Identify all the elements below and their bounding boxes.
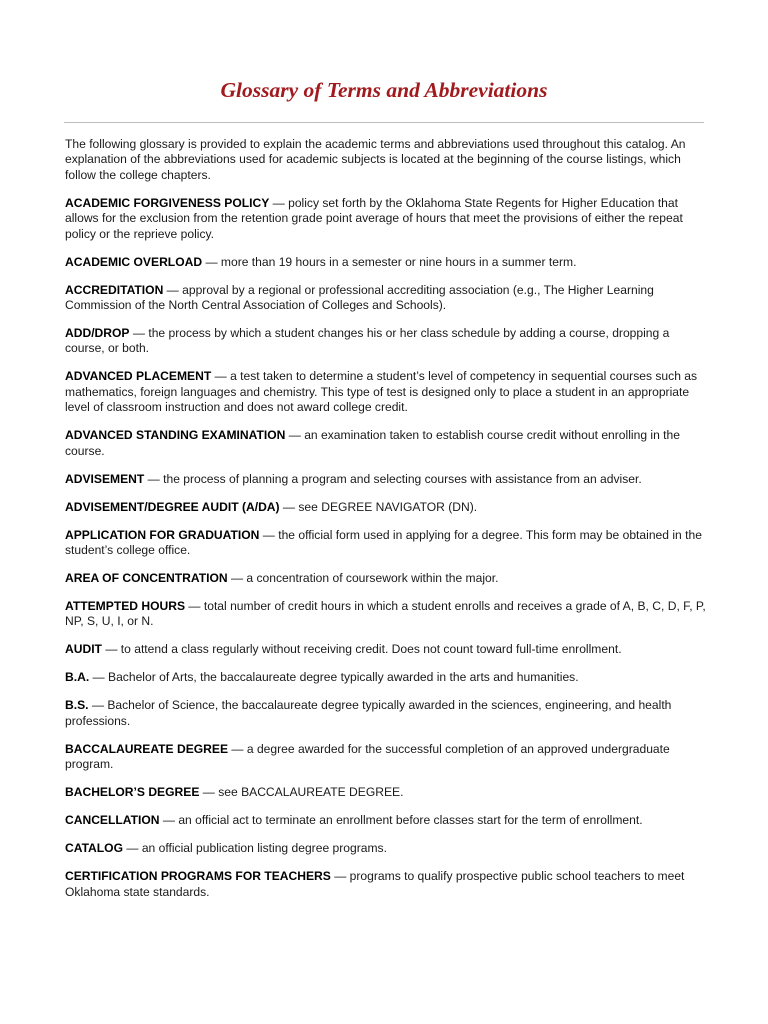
glossary-entry [65,571,707,586]
glossary-entry [65,785,707,800]
glossary-entry [65,472,707,487]
glossary-term: CERTIFICATION PROGRAMS FOR TEACHERS [65,869,331,884]
glossary-entry [65,698,707,729]
glossary-definition: — more than 19 hours in a semester or nine hours in a summer term. [202,254,577,269]
glossary-entry [65,500,707,515]
glossary-definition: — a degree awarded for the successful completion of an approved undergraduate program. [65,741,670,772]
glossary-term: AUDIT [65,642,102,657]
page-title: Glossary of Terms and Abbreviations [220,78,548,102]
glossary-term: BACHELOR’S DEGREE [65,785,200,800]
intro-paragraph: The following glossary is provided to explain the academic terms and abbreviations used throughout this catalog. An explanation of the abbreviations used for academic subjects is located at the beginning of the course listings, which follow the college chapters. [65,137,686,182]
glossary-definition: — Bachelor of Science, the baccalaureate degree typically awarded in the sciences, engineering, and health professions. [65,698,672,728]
glossary-definition: — total number of credit hours in which a student enrolls and receives a grade of A, B, C, D, F, P, NP, S, U, I, or N. [65,599,706,629]
glossary-definition: — an examination taken to establish course credit without enrolling in the course. [65,428,680,458]
glossary-term: ADVANCED STANDING EXAMINATION [65,428,286,443]
glossary-entry [65,869,707,900]
glossary-term: ATTEMPTED HOURS [65,599,186,614]
glossary-definition: — the process of planning a program and selecting courses with assistance from an adviser. [144,471,642,486]
glossary-definition: — see DEGREE NAVIGATOR (DN). [279,499,478,514]
glossary-term: ACADEMIC OVERLOAD [65,254,203,269]
glossary-entry [65,841,707,856]
glossary-definition: — approval by a regional or professional accrediting association (e.g., The Higher Learning Commission of the North Central Association of Colleges and Schools). [65,282,654,313]
glossary-term: ADVISEMENT/DEGREE AUDIT (A/DA) [65,499,280,514]
glossary-term: APPLICATION FOR GRADUATION [65,527,260,542]
glossary-definition: — see BACCALAUREATE DEGREE. [199,785,404,800]
glossary-definition: — an official act to terminate an enrollment before classes start for the term of enrollment. [159,813,643,828]
glossary-term: ADVISEMENT [65,471,145,486]
glossary-entry [65,283,707,314]
glossary-term: B.A. [65,670,90,685]
glossary-entry [65,599,707,630]
glossary-entry [65,326,707,357]
glossary-entries [65,196,707,900]
glossary-definition: — a concentration of coursework within the major. [227,571,499,586]
glossary-entry [65,196,707,242]
glossary-definition: — the official form used in applying for a degree. This form may be obtained in the student’s college office. [65,527,702,558]
glossary-entry [65,255,707,270]
glossary-definition: — the process by which a student changes his or her class schedule by adding a course, dropping a course, or both. [65,326,670,356]
glossary-entry [65,742,707,773]
title-divider [64,122,704,123]
glossary-term: ACADEMIC FORGIVENESS POLICY [65,195,270,210]
glossary-term: CANCELLATION [65,813,160,828]
glossary-definition: — a test taken to determine a student’s level of competency in sequential courses such as mathematics, foreign languages and chemistry. This type of test is designed only to place a student in an appropriate level of classroom instruction and does not award college credit. [65,369,698,415]
glossary-term: AREA OF CONCENTRATION [65,571,228,586]
glossary-entry [65,670,707,685]
glossary-term: ACCREDITATION [65,282,164,297]
glossary-definition: — to attend a class regularly without receiving credit. Does not count toward full-time enrollment. [101,642,622,657]
glossary-entry [65,369,707,415]
glossary-definition: — an official publication listing degree programs. [123,841,387,856]
glossary-term: B.S. [65,698,89,713]
glossary-term: CATALOG [65,841,123,856]
glossary-body [65,137,707,913]
glossary-entry [65,428,707,459]
glossary-entry [65,813,707,828]
glossary-entry [65,642,707,657]
glossary-entry [65,528,707,559]
glossary-term: BACCALAUREATE DEGREE [65,741,229,756]
glossary-definition: — Bachelor of Arts, the baccalaureate degree typically awarded in the arts and humanities. [89,670,579,685]
glossary-definition: — programs to qualify prospective public school teachers to meet Oklahoma state standards. [65,869,685,899]
glossary-definition: — policy set forth by the Oklahoma State Regents for Higher Education that allows for the exclusion from the retention grade point average of hours that meet the provisions of either the repeat policy or the reprieve policy. [65,195,683,241]
glossary-term: ADVANCED PLACEMENT [65,369,212,384]
glossary-term: ADD/DROP [65,326,130,341]
